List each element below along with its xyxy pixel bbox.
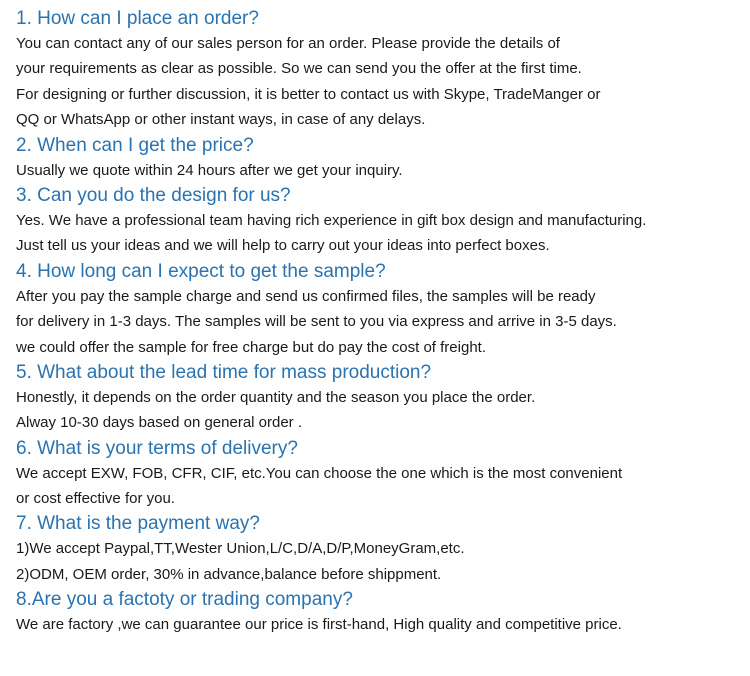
faq-question: 8.Are you a factoty or trading company? — [16, 589, 353, 611]
faq-question: 3. Can you do the design for us? — [16, 184, 291, 206]
faq-answer-line: Just tell us your ideas and we will help to carry out your ideas into perfect boxes. — [16, 237, 550, 255]
faq-item — [16, 587, 748, 637]
faq-answer-line: We are factory ,we can guarantee our price is first-hand, High quality and competitive price. — [16, 616, 622, 634]
faq-item — [16, 436, 748, 512]
faq-item — [16, 259, 748, 360]
faq-question: 6. What is your terms of delivery? — [16, 437, 298, 459]
faq-answer-line: We accept EXW, FOB, CFR, CIF, etc.You can choose the one which is the most convenient — [16, 464, 623, 482]
faq-item — [16, 360, 748, 436]
faq-answer-line: or cost effective for you. — [16, 490, 175, 508]
faq-question: 1. How can I place an order? — [16, 8, 259, 29]
faq-answer-line: 1)We accept Paypal,TT,Wester Union,L/C,D/A,D/P,MoneyGram,etc. — [16, 540, 465, 558]
faq-answer-line: For designing or further discussion, it is better to contact us with Skype, TradeManger or — [16, 85, 601, 103]
faq-answer-line: Usually we quote within 24 hours after we get your inquiry. — [16, 161, 403, 179]
faq-answer-line: You can contact any of our sales person for an order. Please provide the details of — [16, 35, 560, 52]
faq-list — [16, 6, 748, 638]
faq-answer-line: After you pay the sample charge and send us confirmed files, the samples will be ready — [16, 287, 596, 305]
faq-answer-line: for delivery in 1-3 days. The samples will be sent to you via express and arrive in 3-5 days. — [16, 313, 617, 331]
faq-answer-line: Alway 10-30 days based on general order . — [16, 414, 303, 432]
faq-answer-line: Honestly, it depends on the order quantity and the season you place the order. — [16, 388, 536, 406]
faq-question: 7. What is the payment way? — [16, 513, 260, 535]
faq-item — [16, 133, 748, 183]
faq-answer-line: 2)ODM, OEM order, 30% in advance,balance before shippment. — [16, 565, 442, 583]
faq-answer-line: we could offer the sample for free charge but do pay the cost of freight. — [16, 338, 486, 356]
faq-item — [16, 183, 748, 259]
faq-question: 5. What about the lead time for mass production? — [16, 361, 432, 383]
faq-question: 4. How long can I expect to get the sample? — [16, 260, 386, 282]
faq-item — [16, 511, 748, 587]
faq-question: 2. When can I get the price? — [16, 134, 254, 156]
faq-answer-line: QQ or WhatsApp or other instant ways, in case of any delays. — [16, 111, 426, 129]
faq-answer-line: Yes. We have a professional team having rich experience in gift box design and manufacturing. — [16, 211, 647, 229]
faq-answer-line: your requirements as clear as possible. So we can send you the offer at the first time. — [16, 60, 582, 78]
faq-item — [16, 6, 748, 133]
